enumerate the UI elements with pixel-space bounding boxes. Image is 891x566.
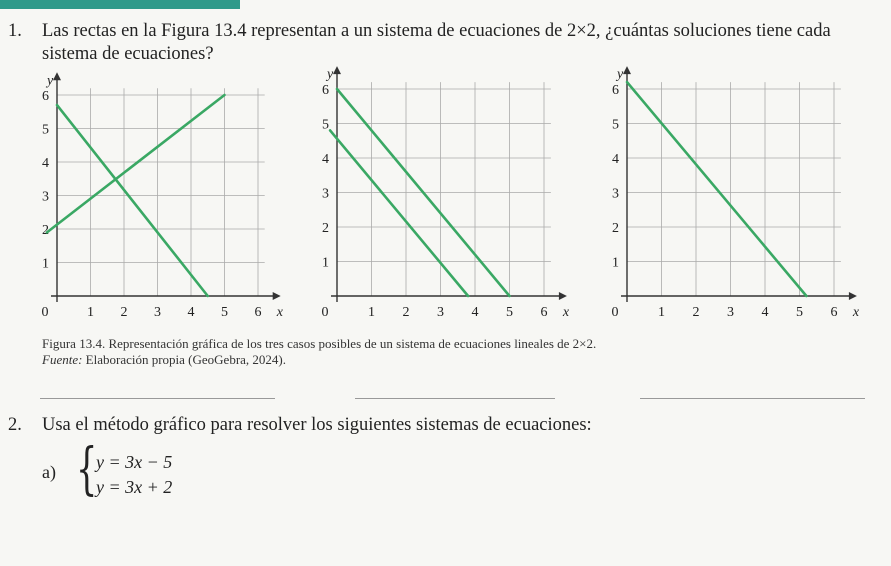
x-tick-label: 0 [611, 305, 619, 320]
x-axis-label: x [276, 305, 283, 320]
x-axis-arrow [849, 292, 857, 300]
header-accent-bar [0, 0, 240, 9]
y-tick-label: 6 [322, 83, 329, 98]
x-tick-label: 1 [368, 305, 375, 320]
series-line [47, 95, 225, 232]
question-1-number: 1. [8, 21, 22, 41]
y-tick-label: 2 [42, 223, 49, 238]
x-tick-label: 6 [830, 305, 838, 320]
x-tick-label: 1 [87, 305, 94, 320]
item-a-label: a) [42, 462, 56, 482]
y-axis-arrow [623, 66, 631, 74]
y-tick-label: 1 [42, 256, 49, 272]
system-brace: { [76, 437, 98, 502]
figure-source-label: Fuente: [42, 352, 83, 367]
y-tick-label: 4 [322, 152, 329, 167]
x-tick-label: 0 [41, 305, 49, 320]
x-tick-label: 2 [120, 305, 128, 320]
y-axis-arrow [53, 72, 61, 80]
figure-caption [42, 336, 596, 368]
y-tick-label: 4 [42, 156, 49, 171]
y-tick-label: 5 [42, 122, 49, 138]
x-tick-label: 6 [540, 305, 548, 320]
y-tick-label: 1 [612, 255, 619, 271]
x-tick-label: 5 [506, 305, 513, 320]
answer-line-2 [355, 398, 555, 399]
x-tick-label: 0 [321, 305, 329, 320]
y-tick-label: 5 [322, 117, 329, 133]
x-tick-label: 3 [154, 305, 161, 320]
x-axis-arrow [273, 292, 281, 300]
x-axis-label: x [852, 305, 860, 320]
series-line [627, 82, 806, 296]
x-tick-label: 2 [692, 305, 700, 320]
y-tick-label: 5 [612, 117, 619, 133]
x-tick-label: 4 [187, 305, 195, 320]
x-axis-arrow [559, 292, 567, 300]
y-tick-label: 3 [612, 186, 619, 202]
y-axis-arrow [333, 66, 341, 74]
graph-intersecting-lines [30, 66, 300, 328]
y-tick-label: 3 [42, 189, 49, 205]
x-tick-label: 3 [437, 305, 444, 320]
x-tick-label: 2 [402, 305, 410, 320]
x-tick-label: 5 [221, 305, 228, 320]
equation-2: y = 3x + 2 [96, 477, 173, 497]
x-axis-label: x [562, 305, 570, 320]
y-tick-label: 2 [612, 221, 619, 236]
graph-parallel-lines [310, 66, 590, 328]
question-1-text: Las rectas en la Figura 13.4 representan a un sistema de ecuaciones de 2×2, ¿cuántas soluciones tiene cada sistema de ecuaciones? [42, 21, 831, 64]
figure-source [42, 352, 596, 368]
graph-coincident-lines [600, 66, 880, 328]
y-tick-label: 4 [612, 152, 619, 167]
y-tick-label: 6 [612, 83, 619, 98]
x-tick-label: 3 [727, 305, 734, 320]
x-tick-label: 5 [796, 305, 803, 320]
answer-line-1 [40, 398, 275, 399]
x-tick-label: 4 [761, 305, 769, 320]
answer-line-3 [640, 398, 865, 399]
y-tick-label: 1 [322, 255, 329, 271]
question-2-number: 2. [8, 415, 22, 435]
y-axis-label: y [327, 67, 334, 83]
series-line [57, 105, 208, 296]
y-tick-label: 6 [42, 89, 49, 104]
y-axis-label: y [617, 67, 624, 83]
series-line [330, 130, 468, 296]
equation-1: y = 3x − 5 [96, 452, 173, 472]
y-tick-label: 2 [322, 221, 329, 236]
x-tick-label: 1 [658, 305, 665, 320]
x-tick-label: 4 [471, 305, 479, 320]
figure-caption-text: Figura 13.4. Representación gráfica de los tres casos posibles de un sistema de ecuaciones lineales de 2×2. [42, 336, 597, 351]
figure-source-text: Elaboración propia (GeoGebra, 2024). [82, 352, 287, 367]
y-axis-label: y [47, 73, 54, 89]
y-tick-label: 3 [322, 186, 329, 202]
question-2-text: Usa el método gráfico para resolver los siguientes sistemas de ecuaciones: [42, 415, 592, 435]
x-tick-label: 6 [254, 305, 262, 320]
